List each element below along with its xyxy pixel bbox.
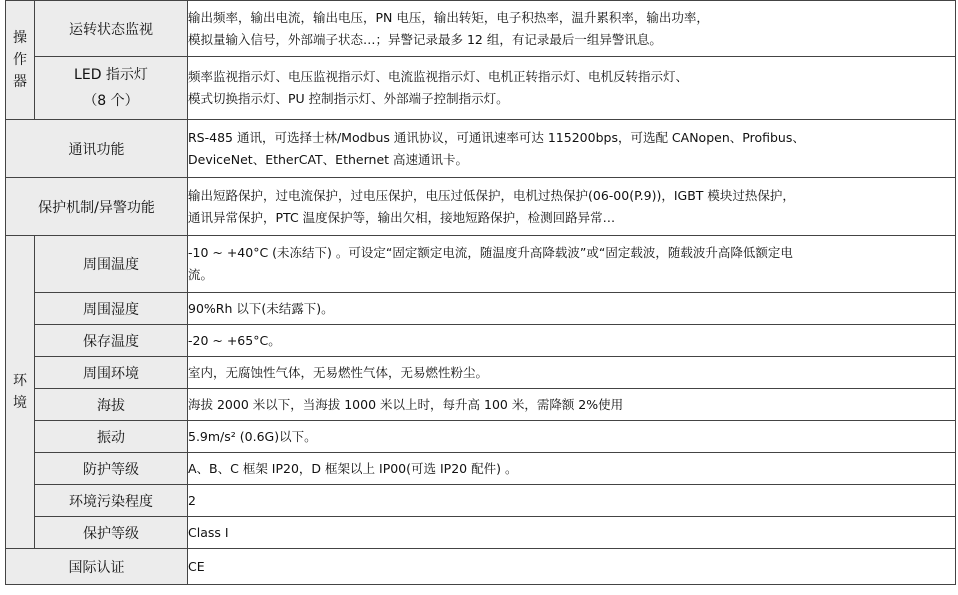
table-row-env [6, 485, 956, 517]
value-line: 室内，无腐蚀性气体，无易燃性气体，无易燃性粉尘。 [188, 364, 489, 380]
table-row-protect [6, 178, 956, 236]
label-op-status: 运转状态监视 [35, 1, 188, 57]
value-line: 90%Rh 以下(未结露下)。 [188, 300, 334, 316]
value-line: 通讯异常保护，PTC 温度保护等，输出欠相，接地短路保护，检测回路异常… [188, 209, 616, 225]
value-line: DeviceNet、EtherCAT、Ethernet 高速通讯卡。 [188, 151, 469, 167]
value-op-led [188, 57, 956, 120]
value-line: -20 ~ +65°C。 [188, 332, 281, 348]
value-cert: CE [188, 549, 956, 585]
table-row-cert [6, 549, 956, 585]
label-env: 保存温度 [35, 325, 188, 357]
category-environment-char-1: 环 [13, 373, 27, 389]
label-env: 保护等级 [35, 517, 188, 549]
label-op-led [35, 57, 188, 120]
table-row-env [6, 517, 956, 549]
value-protect [188, 178, 956, 236]
value-line: 频率监视指示灯、电压监视指示灯、电流监视指示灯、电机正转指示灯、电机反转指示灯、 [188, 69, 689, 84]
category-environment-char-2: 境 [13, 395, 27, 411]
category-environment [6, 236, 35, 549]
value-line: Class I [188, 524, 229, 540]
value-comm [188, 120, 956, 178]
value-line: -10 ~ +40°C (未冻结下) 。可设定“固定额定电流，随温度升高降载波”或“固定载波，随载波升高降低额定电 [188, 245, 793, 260]
value-env [188, 357, 956, 389]
label-comm: 通讯功能 [6, 120, 188, 178]
table-row-comm [6, 120, 956, 178]
value-line: 输出短路保护，过电流保护，过电压保护，电压过低保护，电机过热保护(06-00(P.9))，IGBT 模块过热保护， [188, 187, 795, 203]
table-row-env [6, 357, 956, 389]
table-row-env [6, 325, 956, 357]
category-operator-char-3: 器 [13, 74, 27, 90]
value-env [188, 421, 956, 453]
value-line: A、B、C 框架 IP20，D 框架以上 IP00(可选 IP20 配件) 。 [188, 460, 518, 476]
value-env [188, 325, 956, 357]
label-env: 海拔 [35, 389, 188, 421]
value-env [188, 517, 956, 549]
label-env: 防护等级 [35, 453, 188, 485]
value-line: 5.9m/s² (0.6G)以下。 [188, 428, 317, 444]
value-line: 2 [188, 492, 196, 508]
value-line: 流。 [188, 267, 214, 282]
category-operator-char-2: 作 [13, 52, 27, 68]
label-line: （8 个） [83, 93, 139, 109]
table-row-env [6, 453, 956, 485]
label-cert: 国际认证 [6, 549, 188, 585]
value-env [188, 293, 956, 325]
value-env [188, 236, 956, 293]
table-row-env [6, 236, 956, 293]
category-operator-char-1: 操 [13, 30, 27, 46]
category-operator [6, 1, 35, 120]
label-env: 环境污染程度 [35, 485, 188, 517]
value-line: 模拟量输入信号，外部端子状态…；异警记录最多 12 组，有记录最后一组异警讯息。 [188, 31, 662, 47]
label-env: 振动 [35, 421, 188, 453]
value-env [188, 453, 956, 485]
value-op-status [188, 1, 956, 57]
table-row-env [6, 421, 956, 453]
value-env [188, 485, 956, 517]
value-line: 模式切换指示灯、PU 控制指示灯、外部端子控制指示灯。 [188, 91, 509, 106]
value-line: 输出频率，输出电流，输出电压，PN 电压，输出转矩，电子积热率，温升累积率，输出功率， [188, 9, 709, 25]
label-env: 周围温度 [35, 236, 188, 293]
label-env: 周围环境 [35, 357, 188, 389]
spec-table [5, 0, 956, 585]
label-env: 周围湿度 [35, 293, 188, 325]
label-line: LED 指示灯 [74, 67, 148, 83]
table-row-env [6, 389, 956, 421]
value-line: 海拔 2000 米以下，当海拔 1000 米以上时，每升高 100 米，需降额 2%使用 [188, 396, 624, 412]
table-row-op-led [6, 57, 956, 120]
table-row-env [6, 293, 956, 325]
value-env [188, 389, 956, 421]
table-row-op-status [6, 1, 956, 57]
label-protect: 保护机制/异警功能 [6, 178, 188, 236]
value-line: RS-485 通讯，可选择士林/Modbus 通讯协议，可通讯速率可达 115200bps，可选配 CANopen、Profibus、 [188, 129, 805, 145]
